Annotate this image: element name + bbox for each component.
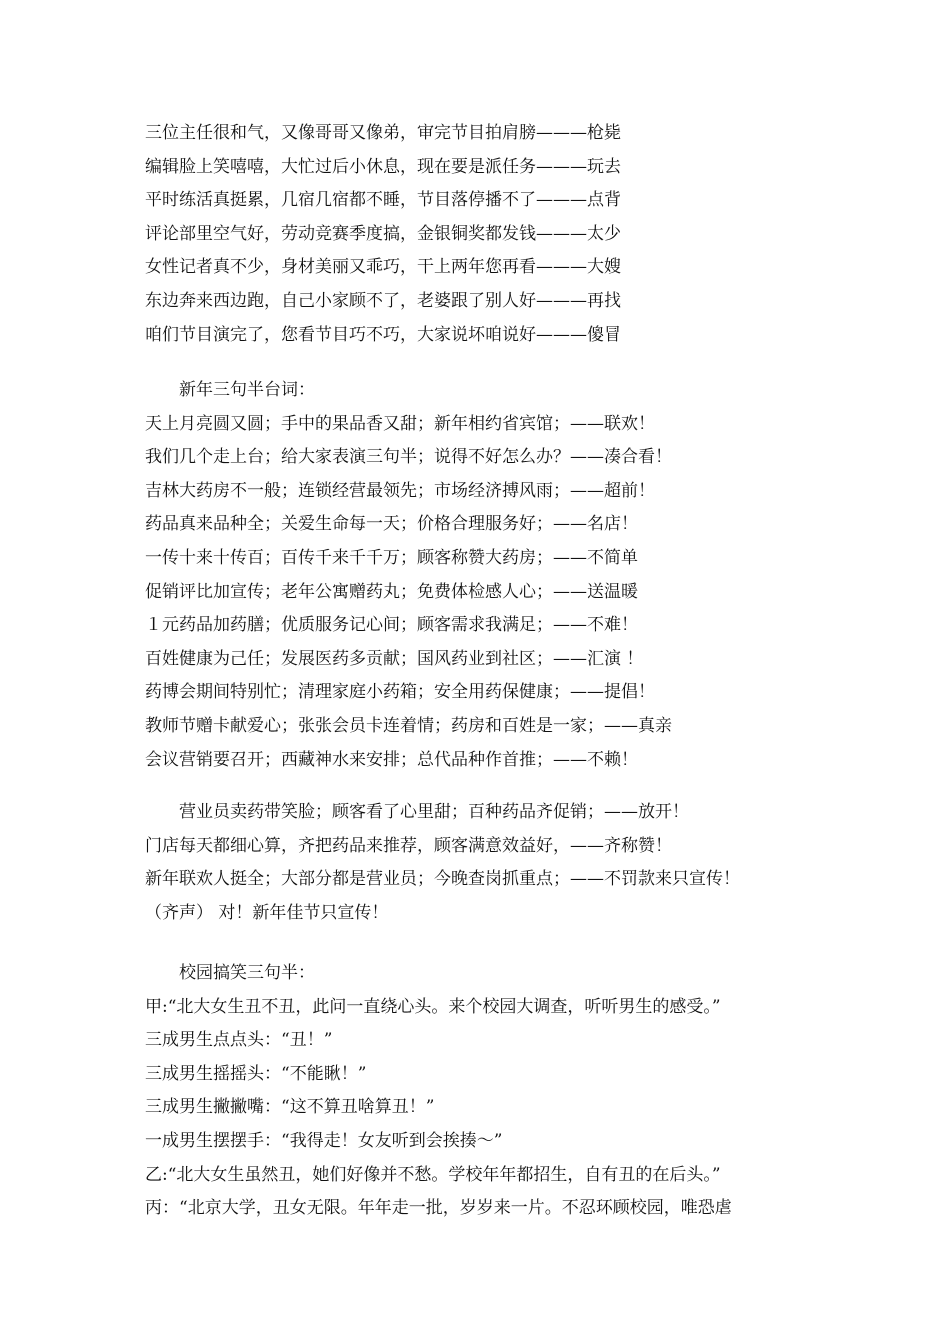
- verse-line: 吉林大药房不一般；连锁经营最领先；市场经济搏风雨；——超前！: [145, 480, 655, 501]
- verse-line: 药博会期间特别忙；清理家庭小药箱；安全用药保健康；——提倡！: [145, 682, 655, 703]
- verse-line: 教师节赠卡献爱心；张张会员卡连着情；药房和百姓是一家；——真亲: [145, 715, 672, 736]
- section-heading: 校园搞笑三句半：: [179, 963, 315, 983]
- verse-line: 三成男生撇撇嘴：“这不算丑啥算丑！”: [145, 1097, 435, 1118]
- verse-line: 促销评比加宣传；老年公寓赠药丸；免费体检感人心；——送温暖: [145, 581, 638, 602]
- verse-line: 药品真来品种全；关爱生命每一天；价格合理服务好；——名店！: [145, 514, 638, 535]
- verse-line: 我们几个走上台；给大家表演三句半；说得不好怎么办？——凑合看！: [145, 447, 672, 468]
- verse-line: 乙:“北大女生虽然丑，她们好像并不愁。学校年年都招生，自有丑的在后头。”: [145, 1164, 721, 1185]
- verse-line: 咱们节目演完了，您看节目巧不巧，大家说坏咱说好———傻冒: [145, 324, 621, 345]
- verse-line: 平时练活真挺累，几宿几宿都不睡，节目落停播不了———点背: [145, 190, 621, 211]
- verse-line: 营业员卖药带笑脸；顾客看了心里甜；百种药品齐促销；——放开！: [179, 802, 689, 822]
- verse-line: 东边奔来西边跑，自己小家顾不了，老婆跟了别人好———再找: [145, 290, 621, 311]
- verse-line: 甲:“北大女生丑不丑，此问一直绕心头。来个校园大调查，听听男生的感受。”: [145, 996, 721, 1017]
- verse-line: （齐声） 对！新年佳节只宣传！: [145, 902, 389, 923]
- verse-line: 新年联欢人挺全；大部分都是营业员；今晚查岗抓重点；——不罚款来只宣传！: [145, 869, 740, 890]
- staff-verses: [145, 117, 835, 352]
- verse-line: 天上月亮圆又圆；手中的果品香又甜；新年相约省宾馆；——联欢！: [145, 413, 655, 434]
- verse-line: １元药品加药膳；优质服务记心间；顾客需求我满足；——不难！: [145, 615, 638, 636]
- verse-line: 会议营销要召开；西藏神水来安排；总代品种作首推；——不赖！: [145, 749, 638, 770]
- verse-line: 女性记者真不少，身材美丽又乖巧，干上两年您再看———大嫂: [145, 257, 621, 278]
- verse-line: 编辑脸上笑嘻嘻，大忙过后小休息，现在要是派任务———玩去: [145, 156, 621, 177]
- verse-line: 三成男生点点头：“丑！”: [145, 1030, 333, 1051]
- verse-line: 一传十来十传百；百传千来千千万；顾客称赞大药房；——不简单: [145, 547, 638, 568]
- verse-line: 评论部里空气好，劳动竞赛季度搞，金银铜奖都发钱———太少: [145, 223, 621, 244]
- verse-line: 百姓健康为己任；发展医药多贡献；国风药业到社区；——汇演 ！: [145, 648, 644, 669]
- verse-line: 三位主任很和气，又像哥哥又像弟，审完节目拍肩膀———枪毙: [145, 123, 621, 143]
- clerk-section: [145, 796, 835, 930]
- newyear-section: [145, 374, 835, 777]
- verse-line: 门店每天都细心算，齐把药品来推荐，顾客满意效益好，——齐称赞！: [145, 835, 672, 856]
- verse-line: 一成男生摆摆手：“我得走！女友听到会挨揍～”: [145, 1130, 503, 1151]
- section-heading: 新年三句半台词：: [179, 380, 315, 400]
- verse-line: 丙：“北京大学，丑女无限。年年走一批，岁岁来一片。不忍环顾校园，唯恐虐: [145, 1198, 732, 1219]
- verse-line: 三成男生摇摇头：“不能瞅！”: [145, 1063, 367, 1084]
- campus-section: [145, 957, 835, 1226]
